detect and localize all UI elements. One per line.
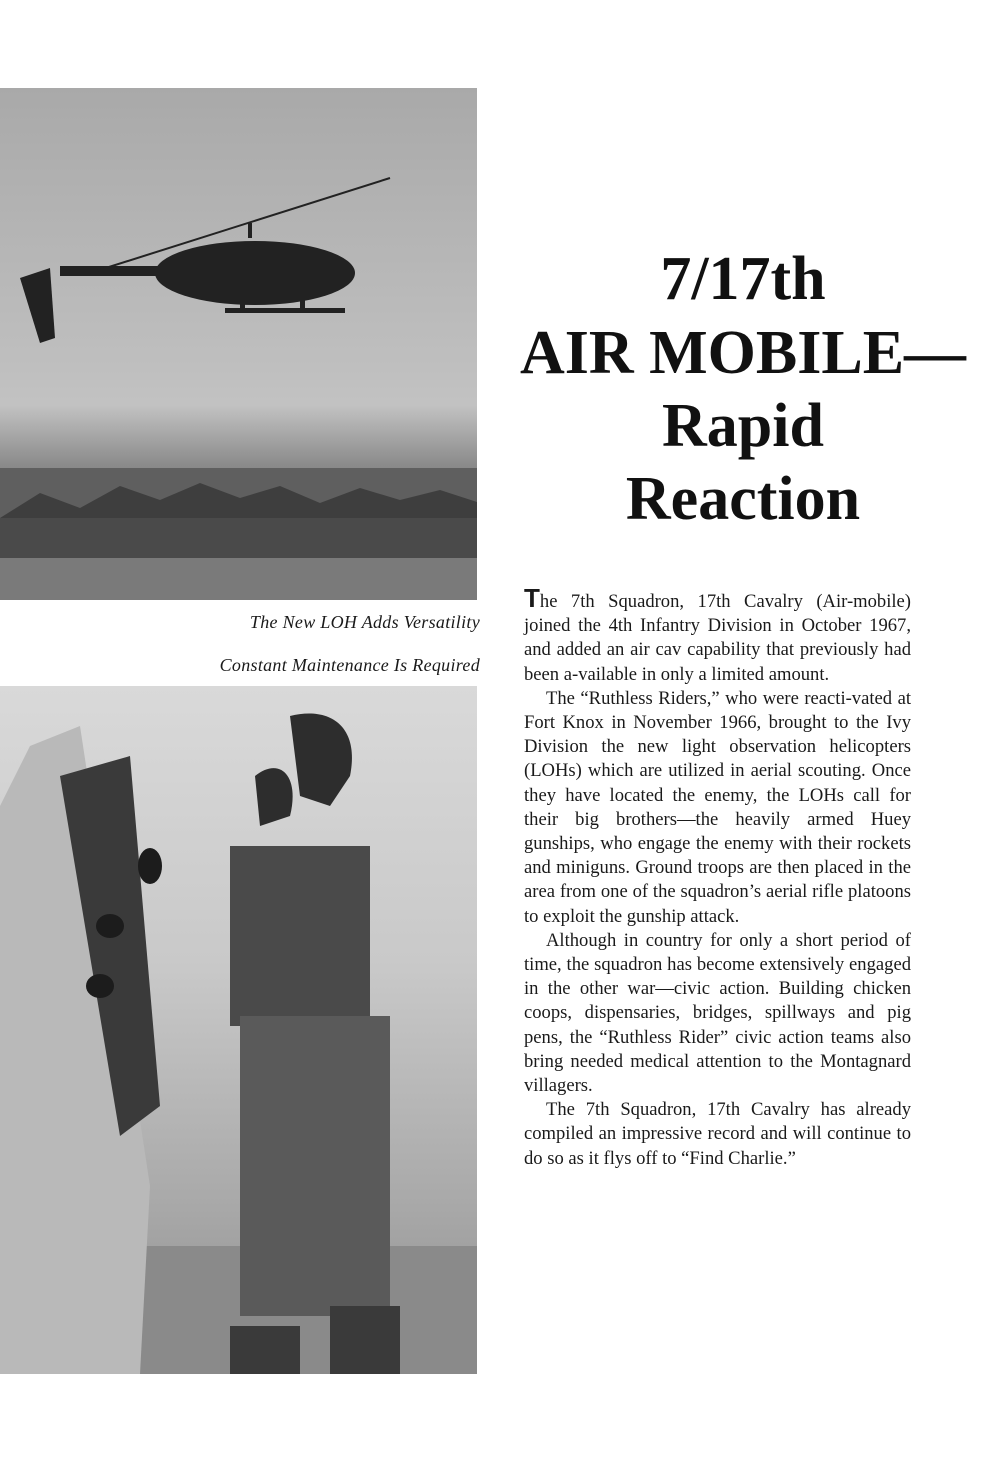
headline-line-3: Rapid — [662, 392, 824, 460]
article-paragraph-1 — [524, 583, 911, 687]
headline-line-2: AIR MOBILE— — [519, 319, 967, 387]
bottom-photo-caption: Constant Maintenance Is Required — [219, 655, 480, 675]
article-body — [524, 583, 911, 1171]
helicopter-photo — [0, 88, 477, 600]
drop-cap: T — [524, 583, 540, 613]
article-paragraph-2: The “Ruthless Riders,” who were reacti-vated at Fort Knox in November 1966, brought to the Ivy Division the new light observation helicopters (LOHs) which are utilized in aerial scouting. Once they have located the enemy, the LOHs call for their big brothers—the heavily armed Huey gunships, who engage the enemy with their rockets and miniguns. Ground troops are then placed in the area from one of the squadron’s aerial rifle platoons to exploit the gunship attack. — [524, 687, 911, 927]
headline-line-4: Reaction — [625, 465, 861, 533]
top-photo-caption: The New LOH Adds Versatility — [249, 612, 480, 632]
maintenance-photo — [0, 686, 477, 1374]
article-paragraph-3: Although in country for only a short period of time, the squadron has become extensively engaged in the other war—civic action. Building chicken coops, dispensaries, bridges, spillways and pig pens, the “Ruthless Rider” civic action teams also bring needed medical attention to the Montagnard villagers. — [524, 929, 911, 1097]
headline-line-1: 7/17th — [660, 245, 826, 313]
article-paragraph-1-text: he 7th Squadron, 17th Cavalry (Air-mobile) joined the 4th Infantry Division in October 1967, and added an air cav capability that previously had been a-vailable in only a limited amount. — [524, 591, 911, 685]
article-paragraph-4: The 7th Squadron, 17th Cavalry has already compiled an impressive record and will continue to do so as it flys off to “Find Charlie.” — [524, 1099, 911, 1169]
